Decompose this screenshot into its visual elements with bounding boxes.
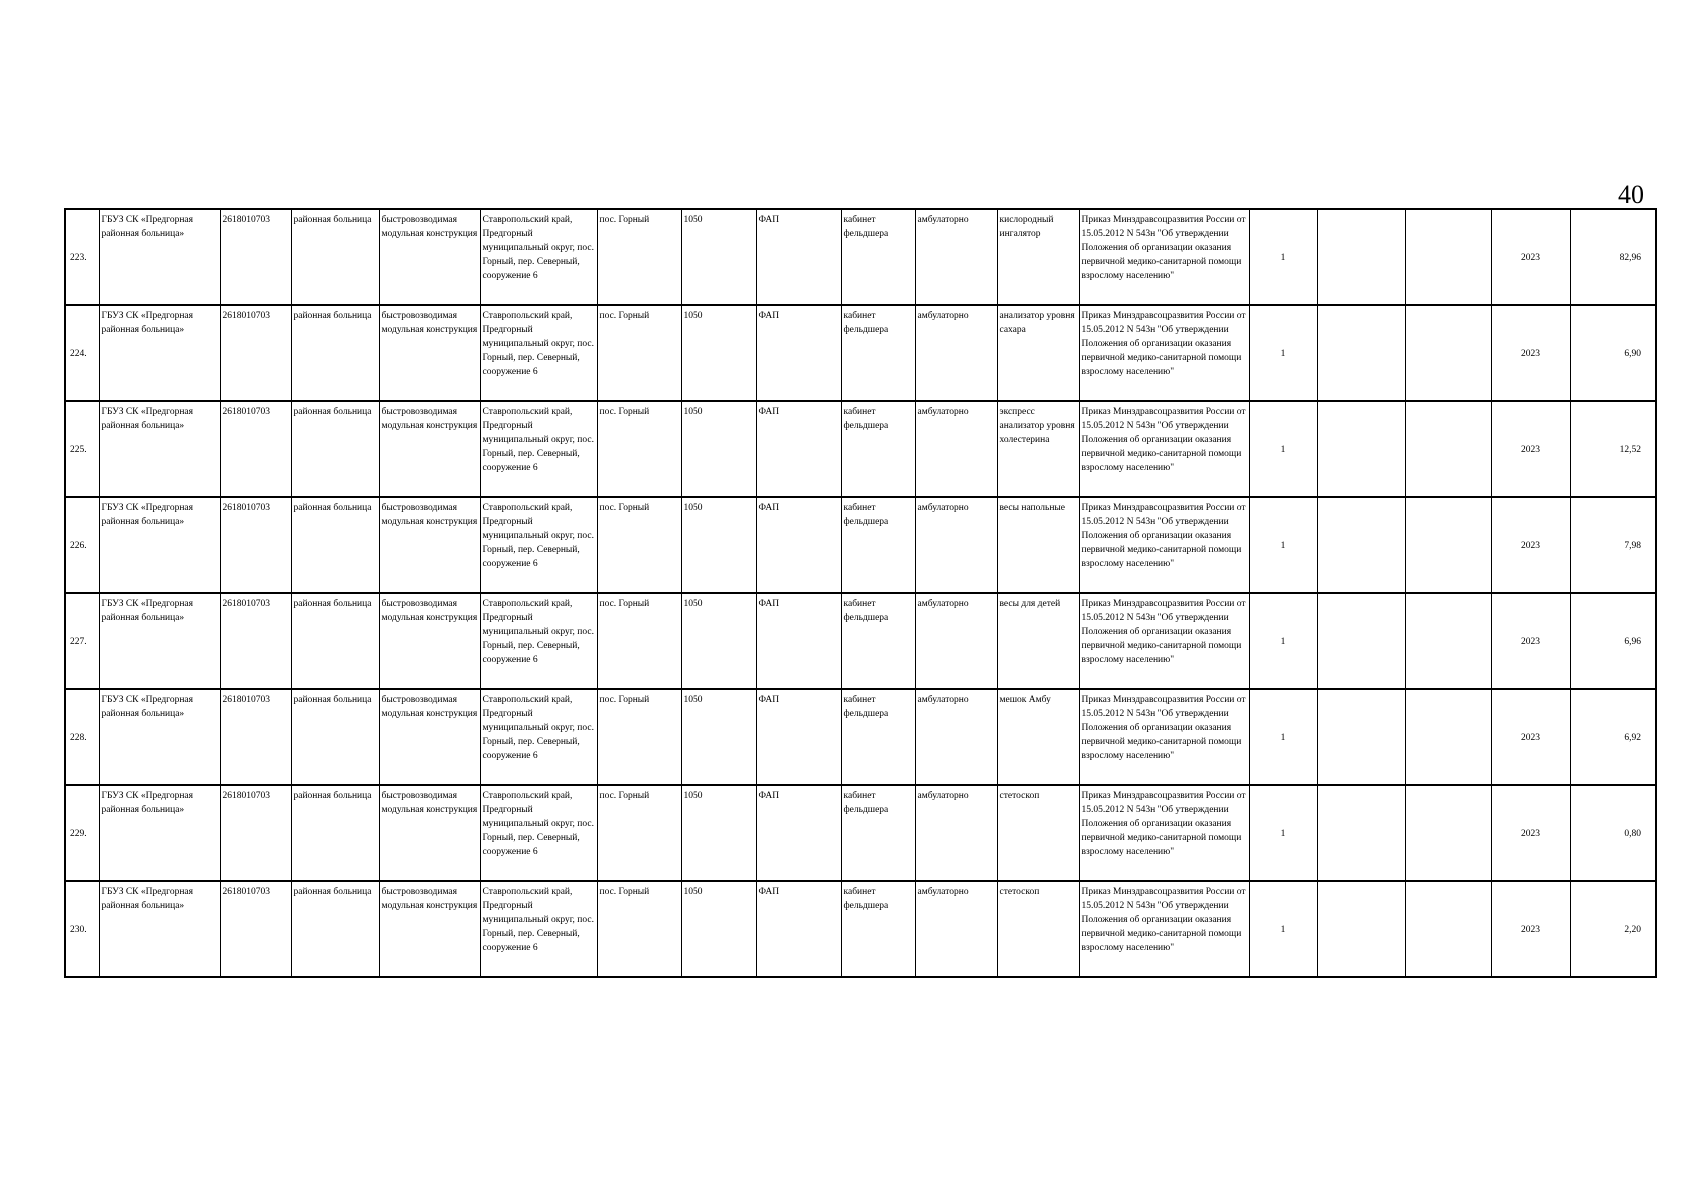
care-mode-cell: амбулаторно [915, 497, 997, 593]
building-type-cell: быстровозводимая модульная конструкция [379, 209, 480, 305]
settlement-cell: пос. Горный [597, 785, 681, 881]
population-cell: 1050 [681, 497, 756, 593]
regulation-cell: Приказ Минздравсоцразвития России от 15.05.2012 N 543н "Об утверждении Положения об организации оказания первичной медико-санитарной помощи взрослому населению" [1079, 785, 1249, 881]
address-cell: Ставропольский край, Предгорный муниципальный округ, пос. Горный, пер. Северный, сооружение 6 [480, 209, 597, 305]
code-cell: 2618010703 [220, 689, 291, 785]
quantity-cell: 1 [1249, 401, 1317, 497]
row-number-cell: 230. [65, 881, 99, 977]
empty-cell [1405, 497, 1491, 593]
unit-cell: ФАП [756, 401, 841, 497]
year-cell: 2023 [1491, 305, 1570, 401]
empty-cell [1405, 305, 1491, 401]
equipment-table [64, 208, 1657, 978]
year-cell: 2023 [1491, 497, 1570, 593]
population-cell: 1050 [681, 593, 756, 689]
year-cell: 2023 [1491, 881, 1570, 977]
facility-type-cell: районная больница [291, 785, 379, 881]
facility-type-cell: районная больница [291, 497, 379, 593]
quantity-cell: 1 [1249, 209, 1317, 305]
unit-cell: ФАП [756, 689, 841, 785]
room-cell: кабинет фельдшера [841, 497, 915, 593]
room-cell: кабинет фельдшера [841, 209, 915, 305]
care-mode-cell: амбулаторно [915, 881, 997, 977]
facility-type-cell: районная больница [291, 593, 379, 689]
amount-cell: 82,96 [1570, 209, 1656, 305]
settlement-cell: пос. Горный [597, 209, 681, 305]
empty-cell [1405, 401, 1491, 497]
amount-cell: 2,20 [1570, 881, 1656, 977]
quantity-cell: 1 [1249, 497, 1317, 593]
settlement-cell: пос. Горный [597, 689, 681, 785]
care-mode-cell: амбулаторно [915, 401, 997, 497]
page-number: 40 [1618, 180, 1644, 209]
table-row [65, 689, 1656, 785]
facility-type-cell: районная больница [291, 689, 379, 785]
quantity-cell: 1 [1249, 881, 1317, 977]
empty-cell [1317, 209, 1405, 305]
quantity-cell: 1 [1249, 689, 1317, 785]
organization-cell: ГБУЗ СК «Предгорная районная больница» [99, 209, 220, 305]
empty-cell [1405, 881, 1491, 977]
organization-cell: ГБУЗ СК «Предгорная районная больница» [99, 785, 220, 881]
facility-type-cell: районная больница [291, 209, 379, 305]
regulation-cell: Приказ Минздравсоцразвития России от 15.05.2012 N 543н "Об утверждении Положения об организации оказания первичной медико-санитарной помощи взрослому населению" [1079, 689, 1249, 785]
building-type-cell: быстровозводимая модульная конструкция [379, 401, 480, 497]
unit-cell: ФАП [756, 593, 841, 689]
building-type-cell: быстровозводимая модульная конструкция [379, 785, 480, 881]
room-cell: кабинет фельдшера [841, 881, 915, 977]
empty-cell [1317, 401, 1405, 497]
amount-cell: 6,90 [1570, 305, 1656, 401]
population-cell: 1050 [681, 401, 756, 497]
code-cell: 2618010703 [220, 305, 291, 401]
equipment-cell: мешок Амбу [997, 689, 1079, 785]
building-type-cell: быстровозводимая модульная конструкция [379, 593, 480, 689]
population-cell: 1050 [681, 881, 756, 977]
organization-cell: ГБУЗ СК «Предгорная районная больница» [99, 881, 220, 977]
empty-cell [1405, 689, 1491, 785]
settlement-cell: пос. Горный [597, 881, 681, 977]
year-cell: 2023 [1491, 401, 1570, 497]
room-cell: кабинет фельдшера [841, 593, 915, 689]
unit-cell: ФАП [756, 305, 841, 401]
regulation-cell: Приказ Минздравсоцразвития России от 15.05.2012 N 543н "Об утверждении Положения об организации оказания первичной медико-санитарной помощи взрослому населению" [1079, 401, 1249, 497]
empty-cell [1317, 881, 1405, 977]
table-row [65, 497, 1656, 593]
care-mode-cell: амбулаторно [915, 593, 997, 689]
equipment-cell: экспресс анализатор уровня холестерина [997, 401, 1079, 497]
code-cell: 2618010703 [220, 401, 291, 497]
empty-cell [1317, 785, 1405, 881]
equipment-cell: весы напольные [997, 497, 1079, 593]
row-number-cell: 228. [65, 689, 99, 785]
organization-cell: ГБУЗ СК «Предгорная районная больница» [99, 497, 220, 593]
regulation-cell: Приказ Минздравсоцразвития России от 15.05.2012 N 543н "Об утверждении Положения об организации оказания первичной медико-санитарной помощи взрослому населению" [1079, 881, 1249, 977]
organization-cell: ГБУЗ СК «Предгорная районная больница» [99, 305, 220, 401]
empty-cell [1317, 497, 1405, 593]
code-cell: 2618010703 [220, 497, 291, 593]
table-body [65, 209, 1656, 977]
address-cell: Ставропольский край, Предгорный муниципальный округ, пос. Горный, пер. Северный, сооружение 6 [480, 497, 597, 593]
unit-cell: ФАП [756, 881, 841, 977]
code-cell: 2618010703 [220, 881, 291, 977]
row-number-cell: 224. [65, 305, 99, 401]
equipment-cell: стетоскоп [997, 881, 1079, 977]
amount-cell: 6,96 [1570, 593, 1656, 689]
regulation-cell: Приказ Минздравсоцразвития России от 15.05.2012 N 543н "Об утверждении Положения об организации оказания первичной медико-санитарной помощи взрослому населению" [1079, 593, 1249, 689]
building-type-cell: быстровозводимая модульная конструкция [379, 305, 480, 401]
care-mode-cell: амбулаторно [915, 305, 997, 401]
row-number-cell: 225. [65, 401, 99, 497]
address-cell: Ставропольский край, Предгорный муниципальный округ, пос. Горный, пер. Северный, сооружение 6 [480, 401, 597, 497]
table-row [65, 593, 1656, 689]
quantity-cell: 1 [1249, 305, 1317, 401]
table-row [65, 785, 1656, 881]
address-cell: Ставропольский край, Предгорный муниципальный округ, пос. Горный, пер. Северный, сооружение 6 [480, 689, 597, 785]
unit-cell: ФАП [756, 785, 841, 881]
organization-cell: ГБУЗ СК «Предгорная районная больница» [99, 401, 220, 497]
unit-cell: ФАП [756, 209, 841, 305]
amount-cell: 6,92 [1570, 689, 1656, 785]
amount-cell: 7,98 [1570, 497, 1656, 593]
building-type-cell: быстровозводимая модульная конструкция [379, 881, 480, 977]
equipment-cell: стетоскоп [997, 785, 1079, 881]
table-row [65, 209, 1656, 305]
facility-type-cell: районная больница [291, 305, 379, 401]
year-cell: 2023 [1491, 785, 1570, 881]
address-cell: Ставропольский край, Предгорный муниципальный округ, пос. Горный, пер. Северный, сооружение 6 [480, 593, 597, 689]
unit-cell: ФАП [756, 497, 841, 593]
code-cell: 2618010703 [220, 209, 291, 305]
address-cell: Ставропольский край, Предгорный муниципальный округ, пос. Горный, пер. Северный, сооружение 6 [480, 785, 597, 881]
table-row [65, 401, 1656, 497]
address-cell: Ставропольский край, Предгорный муниципальный округ, пос. Горный, пер. Северный, сооружение 6 [480, 305, 597, 401]
code-cell: 2618010703 [220, 593, 291, 689]
row-number-cell: 223. [65, 209, 99, 305]
regulation-cell: Приказ Минздравсоцразвития России от 15.05.2012 N 543н "Об утверждении Положения об организации оказания первичной медико-санитарной помощи взрослому населению" [1079, 497, 1249, 593]
row-number-cell: 229. [65, 785, 99, 881]
building-type-cell: быстровозводимая модульная конструкция [379, 689, 480, 785]
table-row [65, 881, 1656, 977]
amount-cell: 0,80 [1570, 785, 1656, 881]
empty-cell [1405, 209, 1491, 305]
table-row [65, 305, 1656, 401]
year-cell: 2023 [1491, 593, 1570, 689]
empty-cell [1405, 593, 1491, 689]
row-number-cell: 227. [65, 593, 99, 689]
equipment-cell: анализатор уровня сахара [997, 305, 1079, 401]
regulation-cell: Приказ Минздравсоцразвития России от 15.05.2012 N 543н "Об утверждении Положения об организации оказания первичной медико-санитарной помощи взрослому населению" [1079, 305, 1249, 401]
population-cell: 1050 [681, 689, 756, 785]
organization-cell: ГБУЗ СК «Предгорная районная больница» [99, 593, 220, 689]
address-cell: Ставропольский край, Предгорный муниципальный округ, пос. Горный, пер. Северный, сооружение 6 [480, 881, 597, 977]
empty-cell [1405, 785, 1491, 881]
empty-cell [1317, 305, 1405, 401]
room-cell: кабинет фельдшера [841, 401, 915, 497]
population-cell: 1050 [681, 785, 756, 881]
facility-type-cell: районная больница [291, 881, 379, 977]
amount-cell: 12,52 [1570, 401, 1656, 497]
room-cell: кабинет фельдшера [841, 305, 915, 401]
regulation-cell: Приказ Минздравсоцразвития России от 15.05.2012 N 543н "Об утверждении Положения об организации оказания первичной медико-санитарной помощи взрослому населению" [1079, 209, 1249, 305]
organization-cell: ГБУЗ СК «Предгорная районная больница» [99, 689, 220, 785]
settlement-cell: пос. Горный [597, 497, 681, 593]
care-mode-cell: амбулаторно [915, 209, 997, 305]
care-mode-cell: амбулаторно [915, 689, 997, 785]
empty-cell [1317, 593, 1405, 689]
settlement-cell: пос. Горный [597, 593, 681, 689]
room-cell: кабинет фельдшера [841, 785, 915, 881]
year-cell: 2023 [1491, 689, 1570, 785]
code-cell: 2618010703 [220, 785, 291, 881]
population-cell: 1050 [681, 305, 756, 401]
building-type-cell: быстровозводимая модульная конструкция [379, 497, 480, 593]
quantity-cell: 1 [1249, 785, 1317, 881]
year-cell: 2023 [1491, 209, 1570, 305]
settlement-cell: пос. Горный [597, 305, 681, 401]
row-number-cell: 226. [65, 497, 99, 593]
equipment-cell: кислородный ингалятор [997, 209, 1079, 305]
care-mode-cell: амбулаторно [915, 785, 997, 881]
empty-cell [1317, 689, 1405, 785]
settlement-cell: пос. Горный [597, 401, 681, 497]
population-cell: 1050 [681, 209, 756, 305]
equipment-cell: весы для детей [997, 593, 1079, 689]
quantity-cell: 1 [1249, 593, 1317, 689]
room-cell: кабинет фельдшера [841, 689, 915, 785]
facility-type-cell: районная больница [291, 401, 379, 497]
